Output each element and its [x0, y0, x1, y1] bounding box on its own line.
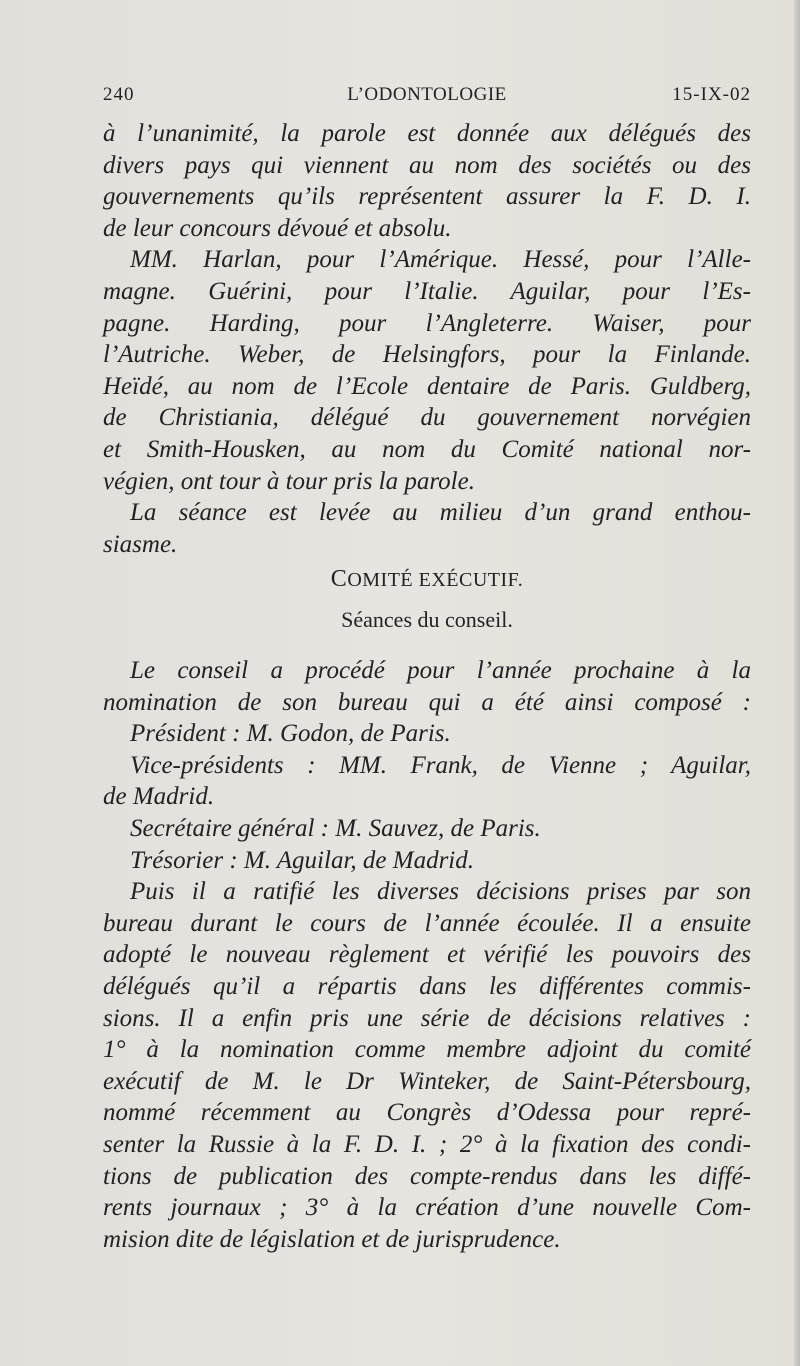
- text-line: La séance est levée au milieu d’un grand enthou-: [130, 499, 751, 527]
- text-line: 1° à la nomination comme membre adjoint du comité: [103, 1036, 751, 1064]
- issue-date: 15-IX-02: [672, 84, 751, 105]
- text-line: divers pays qui viennent au nom des sociétés ou des: [103, 151, 751, 179]
- text-line: Secrétaire général : M. Sauvez, de Paris.: [130, 814, 541, 842]
- text-line: Trésorier : M. Aguilar, de Madrid.: [130, 846, 474, 874]
- text-line: délégués qu’il a répartis dans les différentes commis-: [103, 972, 751, 1000]
- text-line: Vice-présidents : MM. Frank, de Vienne ; Aguilar,: [130, 751, 751, 779]
- text-line: l’Autriche. Weber, de Helsingfors, pour la Finlande.: [103, 341, 751, 369]
- text-line: adopté le nouveau règlement et vérifié les pouvoirs des: [103, 941, 751, 969]
- section-heading-initial: C: [330, 566, 348, 592]
- text-line: de Madrid.: [103, 783, 215, 811]
- text-line: rents journaux ; 3° à la création d’une nouvelle Com-: [103, 1194, 751, 1222]
- page-edge: [794, 0, 800, 1366]
- text-line: de leur concours dévoué et absolu.: [103, 214, 452, 242]
- text-line: végien, ont tour à tour pris la parole.: [103, 467, 475, 495]
- running-title: L’ODONTOLOGIE: [347, 84, 507, 105]
- text-line: nommé récemment au Congrès d’Odessa pour repré-: [103, 1099, 751, 1127]
- text-line: exécutif de M. le Dr Winteker, de Saint-Pétersbourg,: [103, 1067, 751, 1095]
- text-line: et Smith-Housken, au nom du Comité national nor-: [103, 435, 751, 463]
- subheading: Séances du conseil.: [341, 607, 513, 632]
- paragraph-block-1: [103, 118, 751, 560]
- text-line: senter la Russie à la F. D. I. ; 2° à la fixation des condi-: [103, 1130, 751, 1158]
- text-line: gouvernements qu’ils représentent assurer la F. D. I.: [103, 183, 751, 211]
- text-line: mision dite de législation et de jurisprudence.: [103, 1225, 561, 1253]
- text-line: à l’unanimité, la parole est donnée aux délégués des: [103, 120, 751, 147]
- text-line: Heïdé, au nom de l’Ecole dentaire de Paris. Guldberg,: [103, 372, 751, 400]
- text-line: bureau durant le cours de l’année écoulée. Il a ensuite: [103, 909, 751, 937]
- text-line: nomination de son bureau qui a été ainsi composé :: [103, 688, 751, 716]
- text-line: magne. Guérini, pour l’Italie. Aguilar, pour l’Es-: [103, 277, 751, 305]
- text-line: pagne. Harding, pour l’Angleterre. Waiser, pour: [103, 309, 751, 337]
- section-heading-rest: OMITÉ EXÉCUTIF.: [347, 569, 524, 591]
- text-line: Le conseil a procédé pour l’année prochaine à la: [130, 657, 751, 684]
- text-line: Puis il a ratifié les diverses décisions prises par son: [130, 878, 751, 906]
- running-header: [103, 84, 751, 110]
- section-heading: [103, 566, 751, 593]
- text-line: tions de publication des compte-rendus dans les diffé-: [103, 1162, 751, 1190]
- text-line: de Christiania, délégué du gouvernement norvégien: [103, 404, 751, 432]
- text-line: MM. Harlan, pour l’Amérique. Hessé, pour l’Alle-: [130, 246, 751, 274]
- text-line: sions. Il a enfin pris une série de décisions relatives :: [103, 1004, 751, 1032]
- text-line: siasme.: [103, 530, 178, 558]
- paragraph-block-2: [103, 655, 751, 1255]
- text-line: Président : M. Godon, de Paris.: [130, 720, 451, 748]
- page-number: 240: [103, 84, 135, 105]
